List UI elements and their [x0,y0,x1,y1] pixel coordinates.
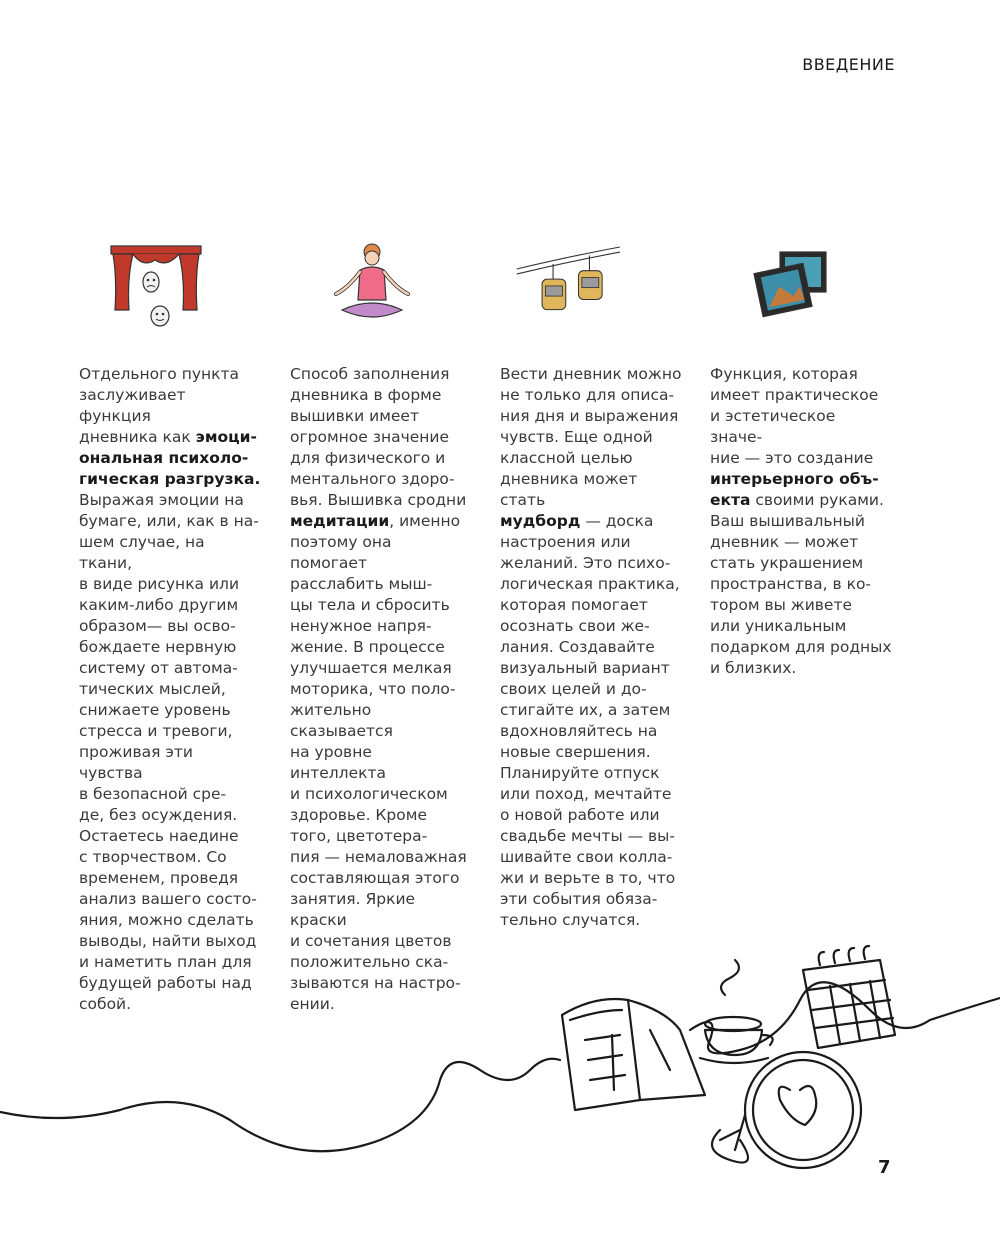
picture-frames-icon [740,238,850,333]
col4-text-a: Функция, которая имеет практическое и эстетическое значе- ние — это создание [710,365,879,467]
col4-bold-term: интерьерного объ- екта [710,470,879,509]
page-number: 7 [878,1157,891,1178]
col2-text-b: , именно поэтому она помогает расслабить мыш- цы тела и сбросить ненужное напря- жение. В процессе улучшается мелкая моторика, что поло- жительно сказывается на уровне интеллекта и психологическом здоровье. Кроме того, цветотера- пия — немаловажная составляющая этого занятия. Яркие краски и сочетания цветов положительно ска- зываются на настро- ении. [290,512,467,1013]
col1-text-a: Отдельного пункта заслуживает функция дневника как [79,365,240,446]
col4-text-b: своими руками. Ваш вышивальный дневник — может стать украшением пространства, в ко- тором вы живете или уникальным подарком для родных и близких. [710,491,892,677]
col2-bold-term: медитации [290,512,390,530]
col3-text-a: Вести дневник можно не только для описа- ния дня и выражения чувств. Еще одной классной целью дневника может стать [500,365,682,509]
column-interior-object [710,343,892,679]
col1-bold-term: эмоци- ональная психоло- гическая разгрузка. [79,428,261,488]
section-title: ВВЕДЕНИЕ [802,55,895,74]
col2-text-a: Способ заполнения дневника в форме вышивки имеет огромное значение для физического и ментального здоро- вья. Вышивка сродни [290,365,467,509]
theater-masks-icon [103,238,213,333]
thread-doodle-illustration [0,940,1000,1180]
column-moodboard [500,343,682,931]
col3-text-b: — доска настроения или желаний. Это психо- логическая практика, которая помогает осознать свои же- лания. Создавайте визуальный вариант своих целей и до- стигайте их, а затем вдохновляйтесь на новые свершения. Планируйте отпуск или поход, мечтайте о новой работе или свадьбе мечты — вы- шивайте свои колла- жи и верьте в то, что эти события обяза- тельно случатся. [500,512,680,929]
meditation-icon [320,238,430,333]
column-meditation [290,343,472,1015]
col1-text-b: Выражая эмоции на бумаге, или, как в на- шем случае, на ткани, в виде рисунка или каким-либо другим образом— вы осво- бождаете нервную систему от автома- тических мыслей, снижаете уровень стресса и тревоги, проживая эти чувства в безопасной сре- де, без осуждения. Остаетесь наедине с творчеством. Со временем, проведя анализ вашего состо- яния, можно сделать выводы, найти выход и наметить план для будущей работы над собой. [79,491,259,1013]
column-emotional-relief [79,343,261,1015]
col3-bold-term: мудборд [500,512,581,530]
cable-car-icon [515,238,625,333]
